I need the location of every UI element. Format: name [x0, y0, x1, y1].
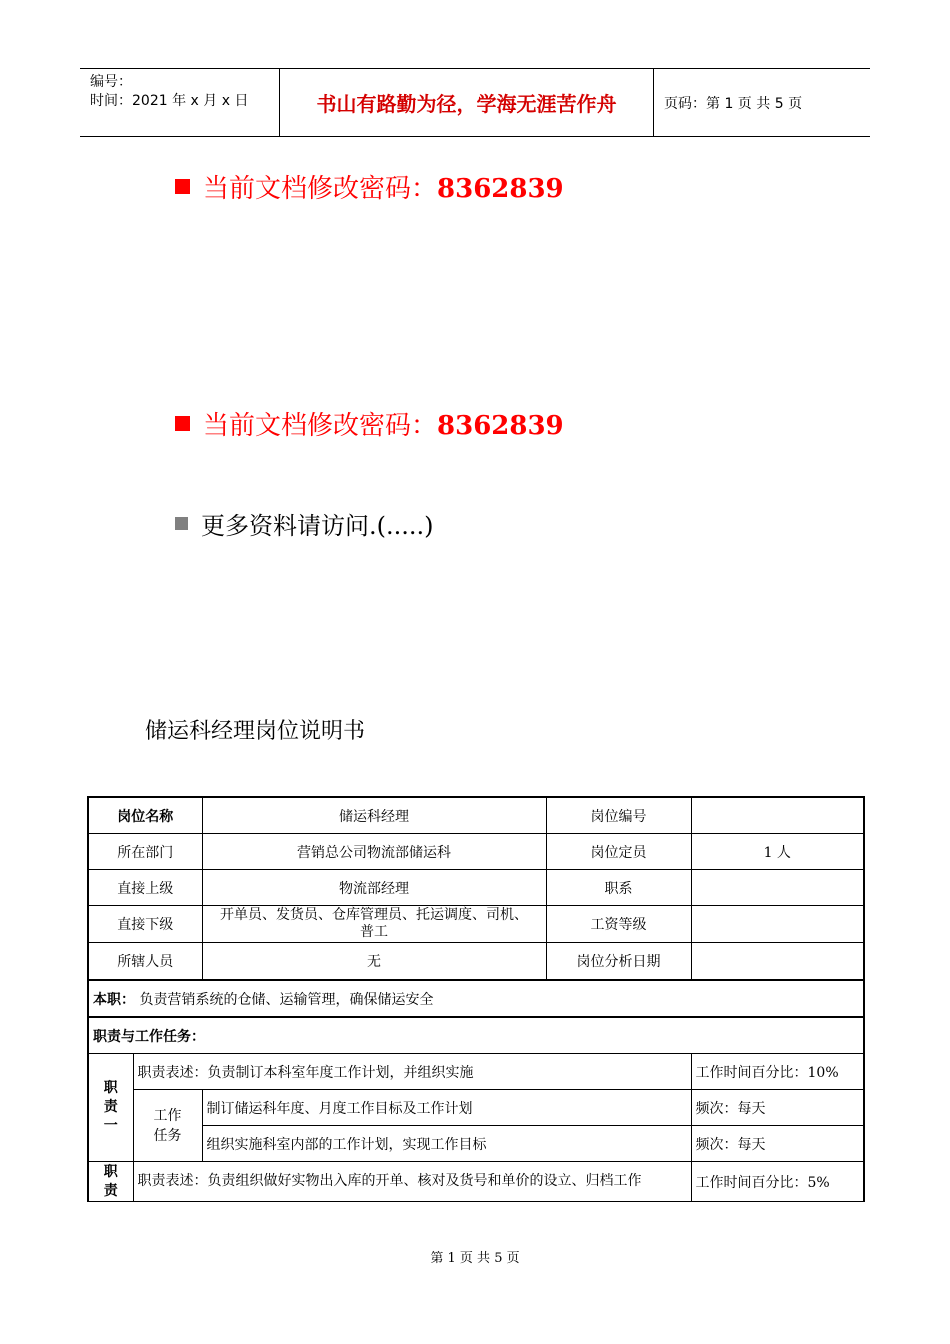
main-duty-row: [88, 980, 864, 1017]
field-label: 职系: [546, 870, 691, 906]
field-value: [691, 943, 864, 981]
password-value: 8362839: [437, 411, 564, 441]
duty1-task-row: [88, 1126, 864, 1162]
number-label: 编号：: [90, 74, 132, 90]
field-label: 岗位分析日期: [546, 943, 691, 981]
field-label: 直接下级: [88, 906, 202, 943]
password-label: 当前文档修改密码：: [203, 411, 438, 441]
field-label: 岗位定员: [546, 834, 691, 870]
header-motto: 书山有路勤为径，学海无涯苦作舟: [280, 69, 654, 136]
page-header: [80, 68, 870, 137]
task-frequency: 频次：每天: [691, 1126, 864, 1162]
job-description-table: [87, 796, 865, 1202]
time-label: 时间：2021 年 x 月 x 日: [90, 93, 249, 109]
duty1-desc: 职责表述：负责制订本科室年度工作计划，并组织实施: [133, 1054, 691, 1090]
gray-square-icon: [175, 517, 188, 530]
table-row: [88, 943, 864, 981]
header-meta: [80, 69, 280, 136]
field-label: 岗位名称: [88, 797, 202, 834]
duty2-desc: 职责表述：负责组织做好实物出入库的开单、核对及货号和单价的设立、归档工作: [133, 1162, 691, 1202]
duty1-desc-row: [88, 1054, 864, 1090]
duty2-percent: 工作时间百分比：5%: [691, 1162, 864, 1202]
password-notice-2: [175, 405, 564, 442]
password-notice-1: [175, 168, 564, 205]
field-label: 所在部门: [88, 834, 202, 870]
more-info-notice: [175, 506, 434, 541]
task-text: 组织实施科室内部的工作计划，实现工作目标: [202, 1126, 691, 1162]
field-value: [691, 906, 864, 943]
password-value: 8362839: [437, 174, 564, 204]
document-title: 储运科经理岗位说明书: [145, 719, 366, 744]
task-text: 制订储运科年度、月度工作目标及工作计划: [202, 1090, 691, 1126]
duty1-task-row: [88, 1090, 864, 1126]
field-value: 储运科经理: [202, 797, 546, 834]
field-label: 所辖人员: [88, 943, 202, 981]
table-row: [88, 870, 864, 906]
header-page-info: 页码：第 1 页 共 5 页: [664, 95, 803, 112]
table-row: [88, 834, 864, 870]
field-label: 岗位编号: [546, 797, 691, 834]
field-value: 营销总公司物流部储运科: [202, 834, 546, 870]
task-frequency: 频次：每天: [691, 1090, 864, 1126]
duty2-desc-row: [88, 1162, 864, 1202]
main-duty-label: 本职：: [93, 991, 135, 1008]
field-value: 1 人: [691, 834, 864, 870]
duties-header-row: [88, 1017, 864, 1054]
field-label: 工资等级: [546, 906, 691, 943]
task-label: 工作任务: [133, 1090, 202, 1162]
main-duty: [88, 980, 864, 1017]
more-info-text: 更多资料请访问.(.....): [201, 512, 434, 540]
duty2-label: 职责: [88, 1162, 133, 1202]
duties-label: 职责与工作任务：: [88, 1017, 864, 1054]
field-value: 无: [202, 943, 546, 981]
field-value: [691, 870, 864, 906]
field-value: 开单员、发货员、仓库管理员、托运调度、司机、普工: [202, 906, 546, 943]
duty1-percent: 工作时间百分比：10%: [691, 1054, 864, 1090]
password-label: 当前文档修改密码：: [203, 174, 438, 204]
field-label: 直接上级: [88, 870, 202, 906]
red-square-icon: [175, 416, 190, 431]
table-row: [88, 797, 864, 834]
red-square-icon: [175, 179, 190, 194]
page-footer: 第 1 页 共 5 页: [430, 1251, 520, 1266]
field-value: [691, 797, 864, 834]
field-value: 物流部经理: [202, 870, 546, 906]
main-duty-text: 负责营销系统的仓储、运输管理，确保储运安全: [139, 991, 434, 1008]
duty1-label: 职责一: [88, 1054, 133, 1162]
table-row: [88, 906, 864, 943]
